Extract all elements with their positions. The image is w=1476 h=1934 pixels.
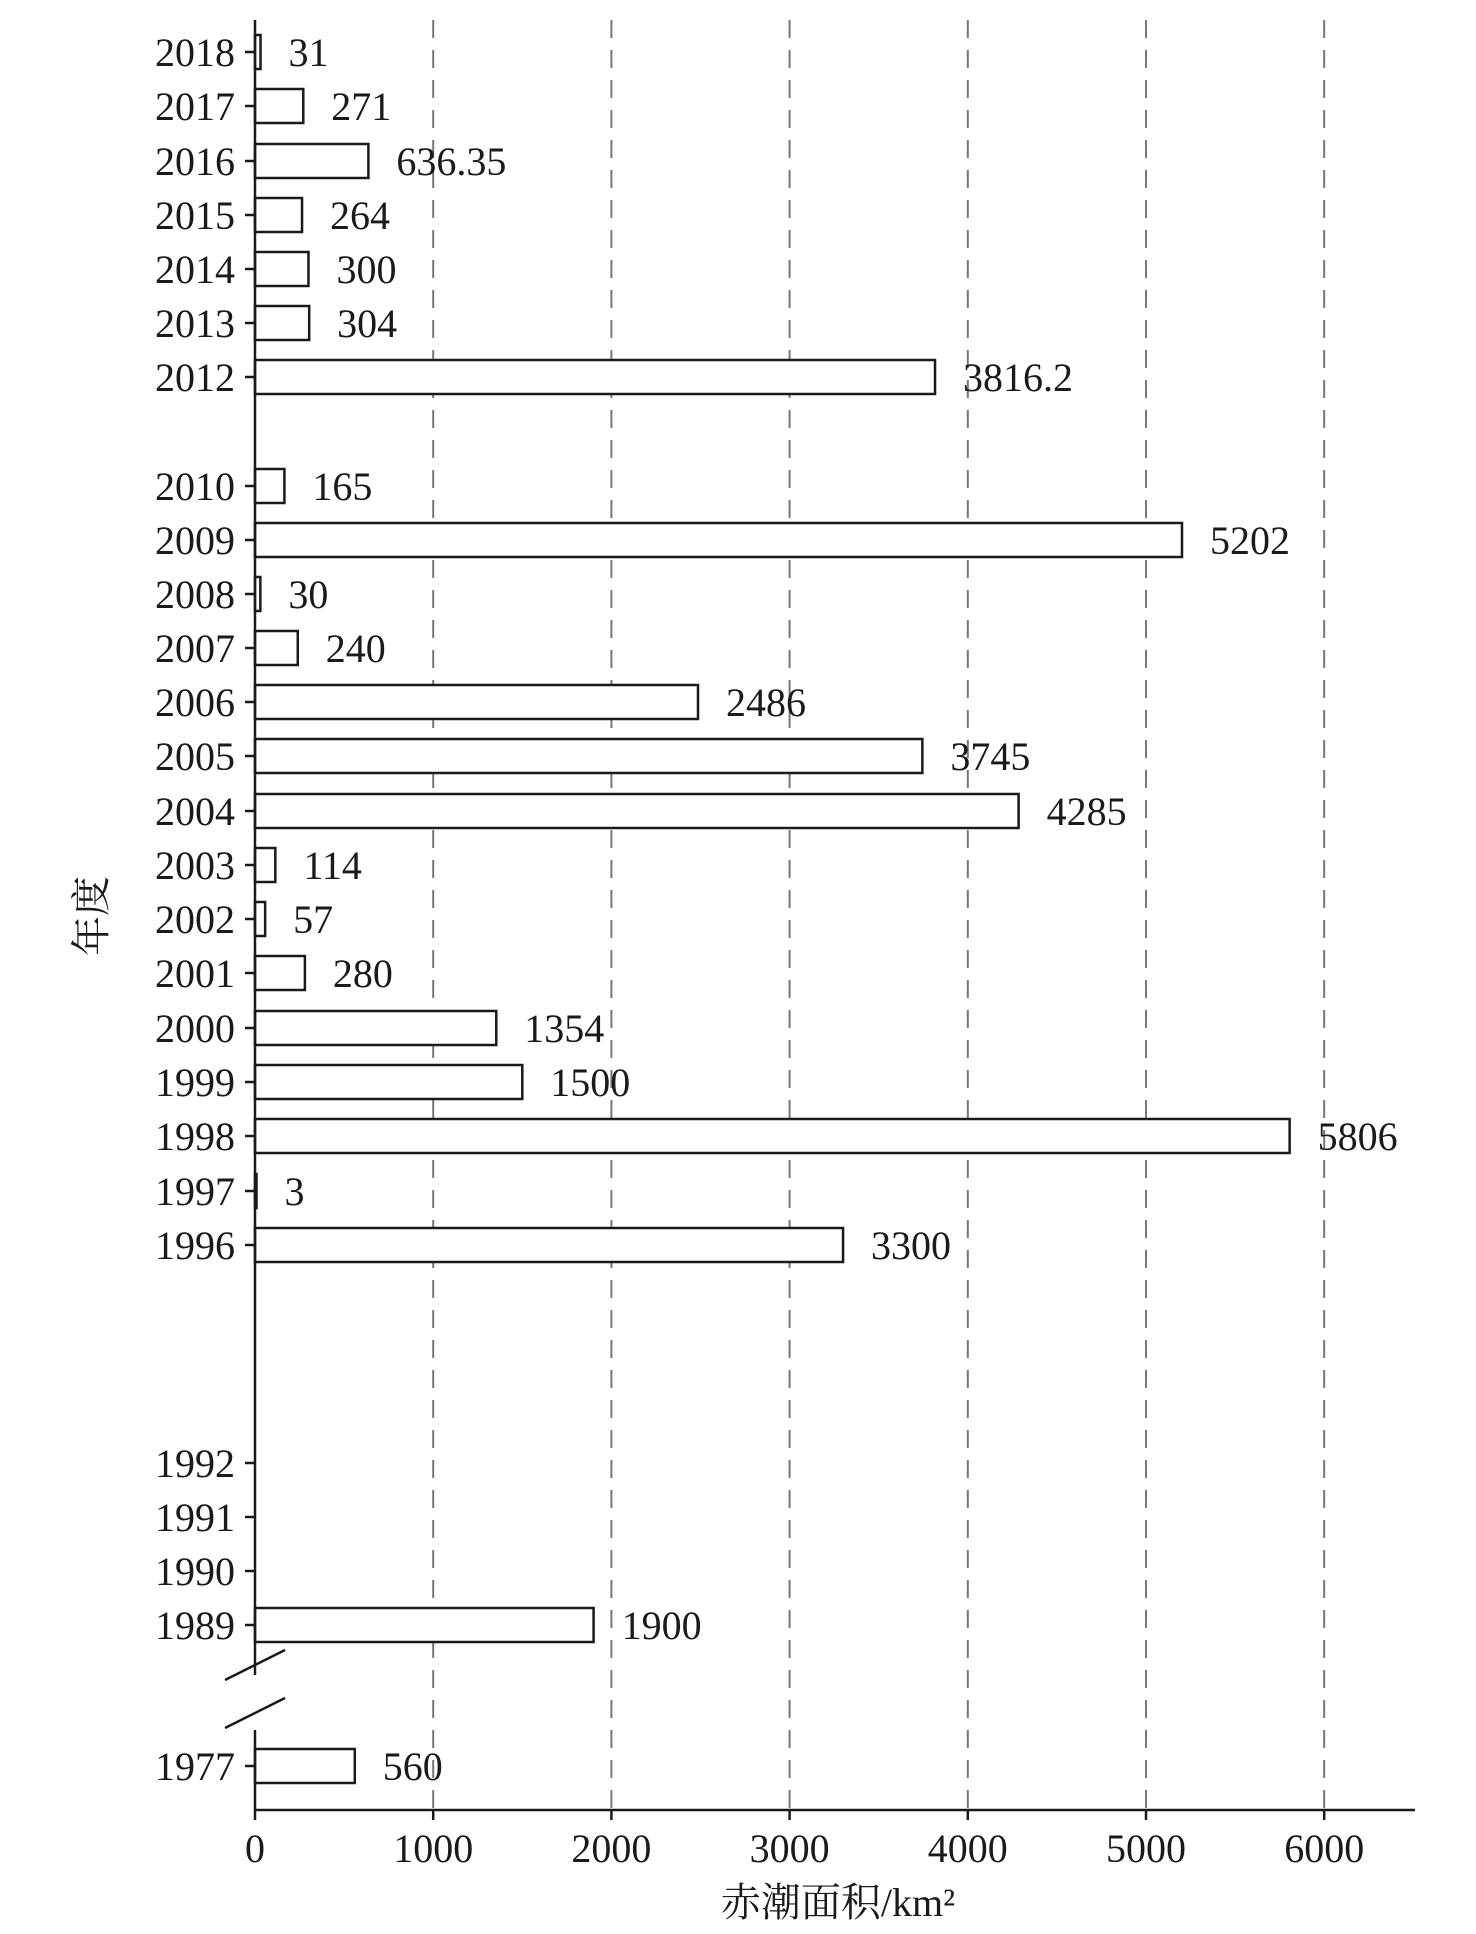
y-tick-label: 2017 (155, 84, 235, 129)
bar (255, 144, 368, 178)
x-tick-label: 6000 (1284, 1826, 1365, 1871)
data-label: 240 (325, 626, 386, 671)
data-label: 3816.2 (963, 355, 1074, 400)
x-tick-label: 4000 (927, 1826, 1008, 1871)
data-label: 31 (288, 30, 329, 75)
data-label: 5806 (1317, 1114, 1398, 1159)
y-tick-label: 1996 (155, 1223, 235, 1268)
bar (255, 631, 298, 665)
data-label: 5202 (1209, 518, 1290, 563)
y-tick-label: 2004 (155, 789, 235, 834)
bar (255, 902, 265, 936)
x-tick-label: 5000 (1106, 1826, 1186, 1871)
bar (255, 1608, 594, 1642)
y-tick-label: 2000 (155, 1006, 235, 1051)
bar (255, 1119, 1290, 1153)
bar (255, 848, 275, 882)
x-tick-label: 1000 (393, 1826, 474, 1871)
bar (255, 794, 1019, 828)
data-label: 3745 (950, 734, 1031, 779)
bar (255, 252, 308, 286)
data-label: 304 (337, 301, 398, 346)
y-tick-label: 2014 (155, 247, 235, 292)
y-tick-label: 1990 (155, 1549, 235, 1594)
bar (255, 360, 935, 394)
y-tick-label: 2010 (155, 464, 235, 509)
data-label: 165 (312, 464, 373, 509)
bar (255, 1749, 355, 1783)
data-label: 264 (330, 193, 391, 238)
bar (255, 89, 303, 123)
data-label: 30 (288, 572, 329, 617)
y-tick-label: 2018 (155, 30, 235, 75)
bar (255, 685, 698, 719)
x-tick-label: 0 (245, 1826, 265, 1871)
y-tick-label: 2006 (155, 680, 235, 725)
axis-break-mark (225, 1698, 285, 1728)
data-label: 3300 (871, 1223, 952, 1268)
data-label: 57 (293, 897, 334, 942)
y-tick-label: 2005 (155, 734, 235, 779)
bars (255, 35, 1290, 1783)
data-label: 300 (336, 247, 397, 292)
bar (255, 956, 305, 990)
data-label: 560 (382, 1744, 443, 1789)
y-tick-label: 2012 (155, 355, 235, 400)
bar (255, 469, 284, 503)
x-tick-label: 2000 (571, 1826, 652, 1871)
y-tick-label: 2013 (155, 301, 235, 346)
data-label: 4285 (1046, 789, 1127, 834)
y-tick-label: 1992 (155, 1441, 235, 1486)
y-tick-label: 2002 (155, 897, 235, 942)
bar (255, 523, 1182, 557)
y-tick-label: 2009 (155, 518, 235, 563)
data-label: 2486 (726, 680, 807, 725)
y-tick-label: 1997 (155, 1169, 235, 1214)
y-tick-label: 1991 (155, 1495, 235, 1540)
bar (255, 1011, 496, 1045)
y-tick-label: 2015 (155, 193, 235, 238)
bar (255, 198, 302, 232)
data-label: 1354 (524, 1006, 605, 1051)
y-tick-label: 2008 (155, 572, 235, 617)
data-label: 1900 (621, 1603, 702, 1648)
y-tick-label: 2007 (155, 626, 235, 671)
y-tick-label: 2016 (155, 139, 235, 184)
labels (155, 30, 1398, 1871)
axes (225, 20, 1415, 1820)
data-label: 636.35 (396, 139, 507, 184)
x-tick-label: 3000 (749, 1826, 830, 1871)
x-axis-title: 赤潮面积/km² (720, 1880, 956, 1925)
y-tick-label: 1999 (155, 1060, 235, 1105)
y-tick-label: 1989 (155, 1603, 235, 1648)
data-label: 280 (332, 951, 393, 996)
bar (255, 1065, 522, 1099)
y-tick-label: 1998 (155, 1114, 235, 1159)
bar (255, 306, 309, 340)
bar (255, 1228, 843, 1262)
data-label: 114 (303, 843, 362, 888)
y-axis-title: 年度 (69, 876, 114, 956)
data-label: 1500 (550, 1060, 631, 1105)
y-tick-label: 2001 (155, 951, 235, 996)
grid-lines (433, 20, 1324, 1810)
y-tick-label: 2003 (155, 843, 235, 888)
y-tick-label: 1977 (155, 1744, 235, 1789)
data-label: 3 (284, 1169, 305, 1214)
bar (255, 739, 922, 773)
data-label: 271 (331, 84, 392, 129)
